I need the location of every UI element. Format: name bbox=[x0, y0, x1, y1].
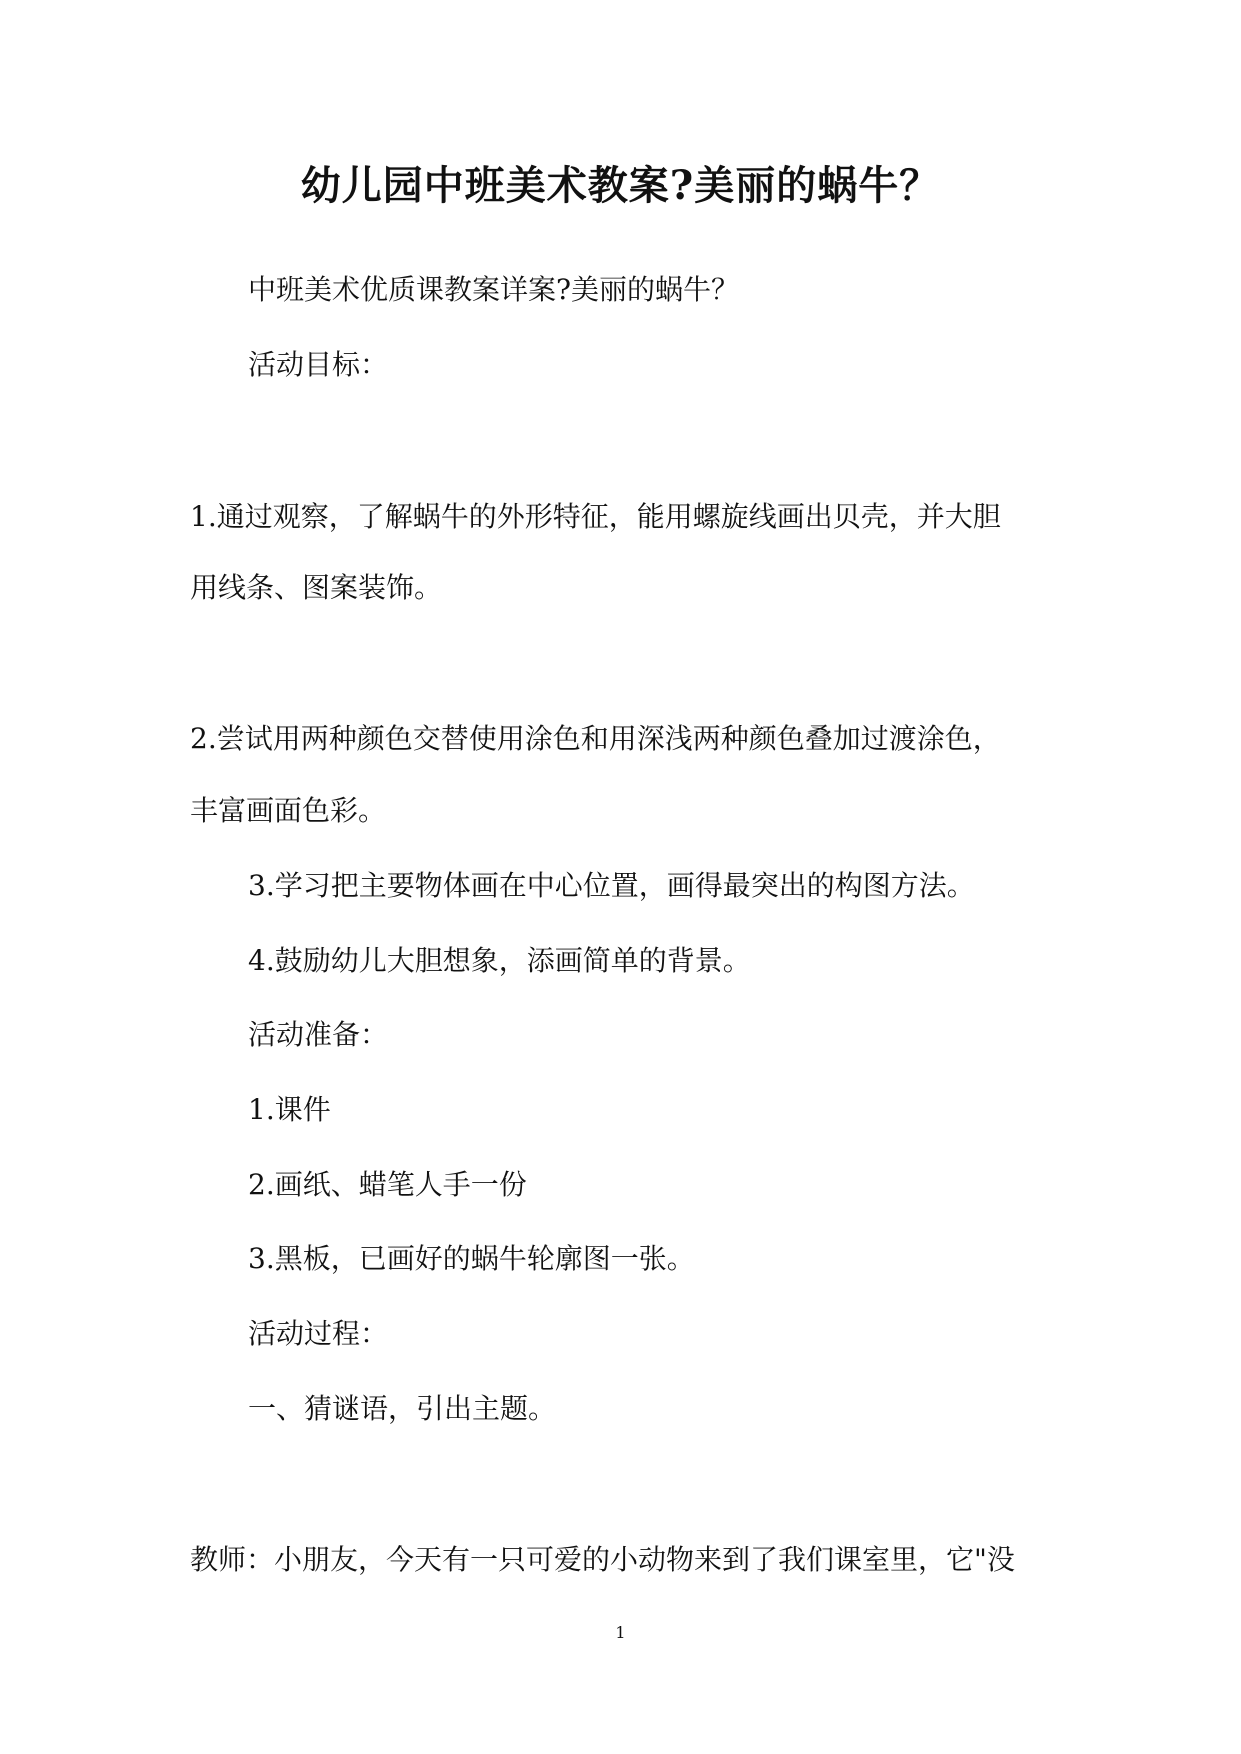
goal-2-line-2: 丰富画面色彩。 bbox=[190, 794, 387, 827]
goal-3: 3.学习把主要物体画在中心位置，画得最突出的构图方法。 bbox=[248, 869, 975, 902]
goal-1-line-1: 1.通过观察，了解蜗牛的外形特征，能用螺旋线画出贝壳，并大胆 bbox=[190, 500, 1001, 533]
prep-item-1: 1.课件 bbox=[248, 1093, 331, 1126]
section-heading-process: 活动过程： bbox=[248, 1317, 389, 1350]
section-heading-preparation: 活动准备： bbox=[248, 1018, 389, 1051]
document-title: 幼儿园中班美术教案?美丽的蜗牛？ bbox=[300, 162, 941, 209]
goal-4: 4.鼓励幼儿大胆想象，添画简单的背景。 bbox=[248, 944, 751, 977]
section-heading-goals: 活动目标： bbox=[248, 348, 389, 381]
prep-item-3: 3.黑板，已画好的蜗牛轮廓图一张。 bbox=[248, 1242, 695, 1275]
goal-1-line-2: 用线条、图案装饰。 bbox=[190, 571, 443, 604]
goal-2-line-1: 2.尝试用两种颜色交替使用涂色和用深浅两种颜色叠加过渡涂色， bbox=[190, 722, 1001, 755]
teacher-dialogue-line: 教师：小朋友，今天有一只可爱的小动物来到了我们课室里，它"没 bbox=[190, 1543, 1015, 1576]
page-number: 1 bbox=[615, 1623, 626, 1642]
subtitle-line: 中班美术优质课教案详案?美丽的蜗牛？ bbox=[248, 273, 740, 306]
prep-item-2: 2.画纸、蜡笔人手一份 bbox=[248, 1168, 527, 1201]
process-step-1: 一、猜谜语，引出主题。 bbox=[248, 1392, 557, 1425]
